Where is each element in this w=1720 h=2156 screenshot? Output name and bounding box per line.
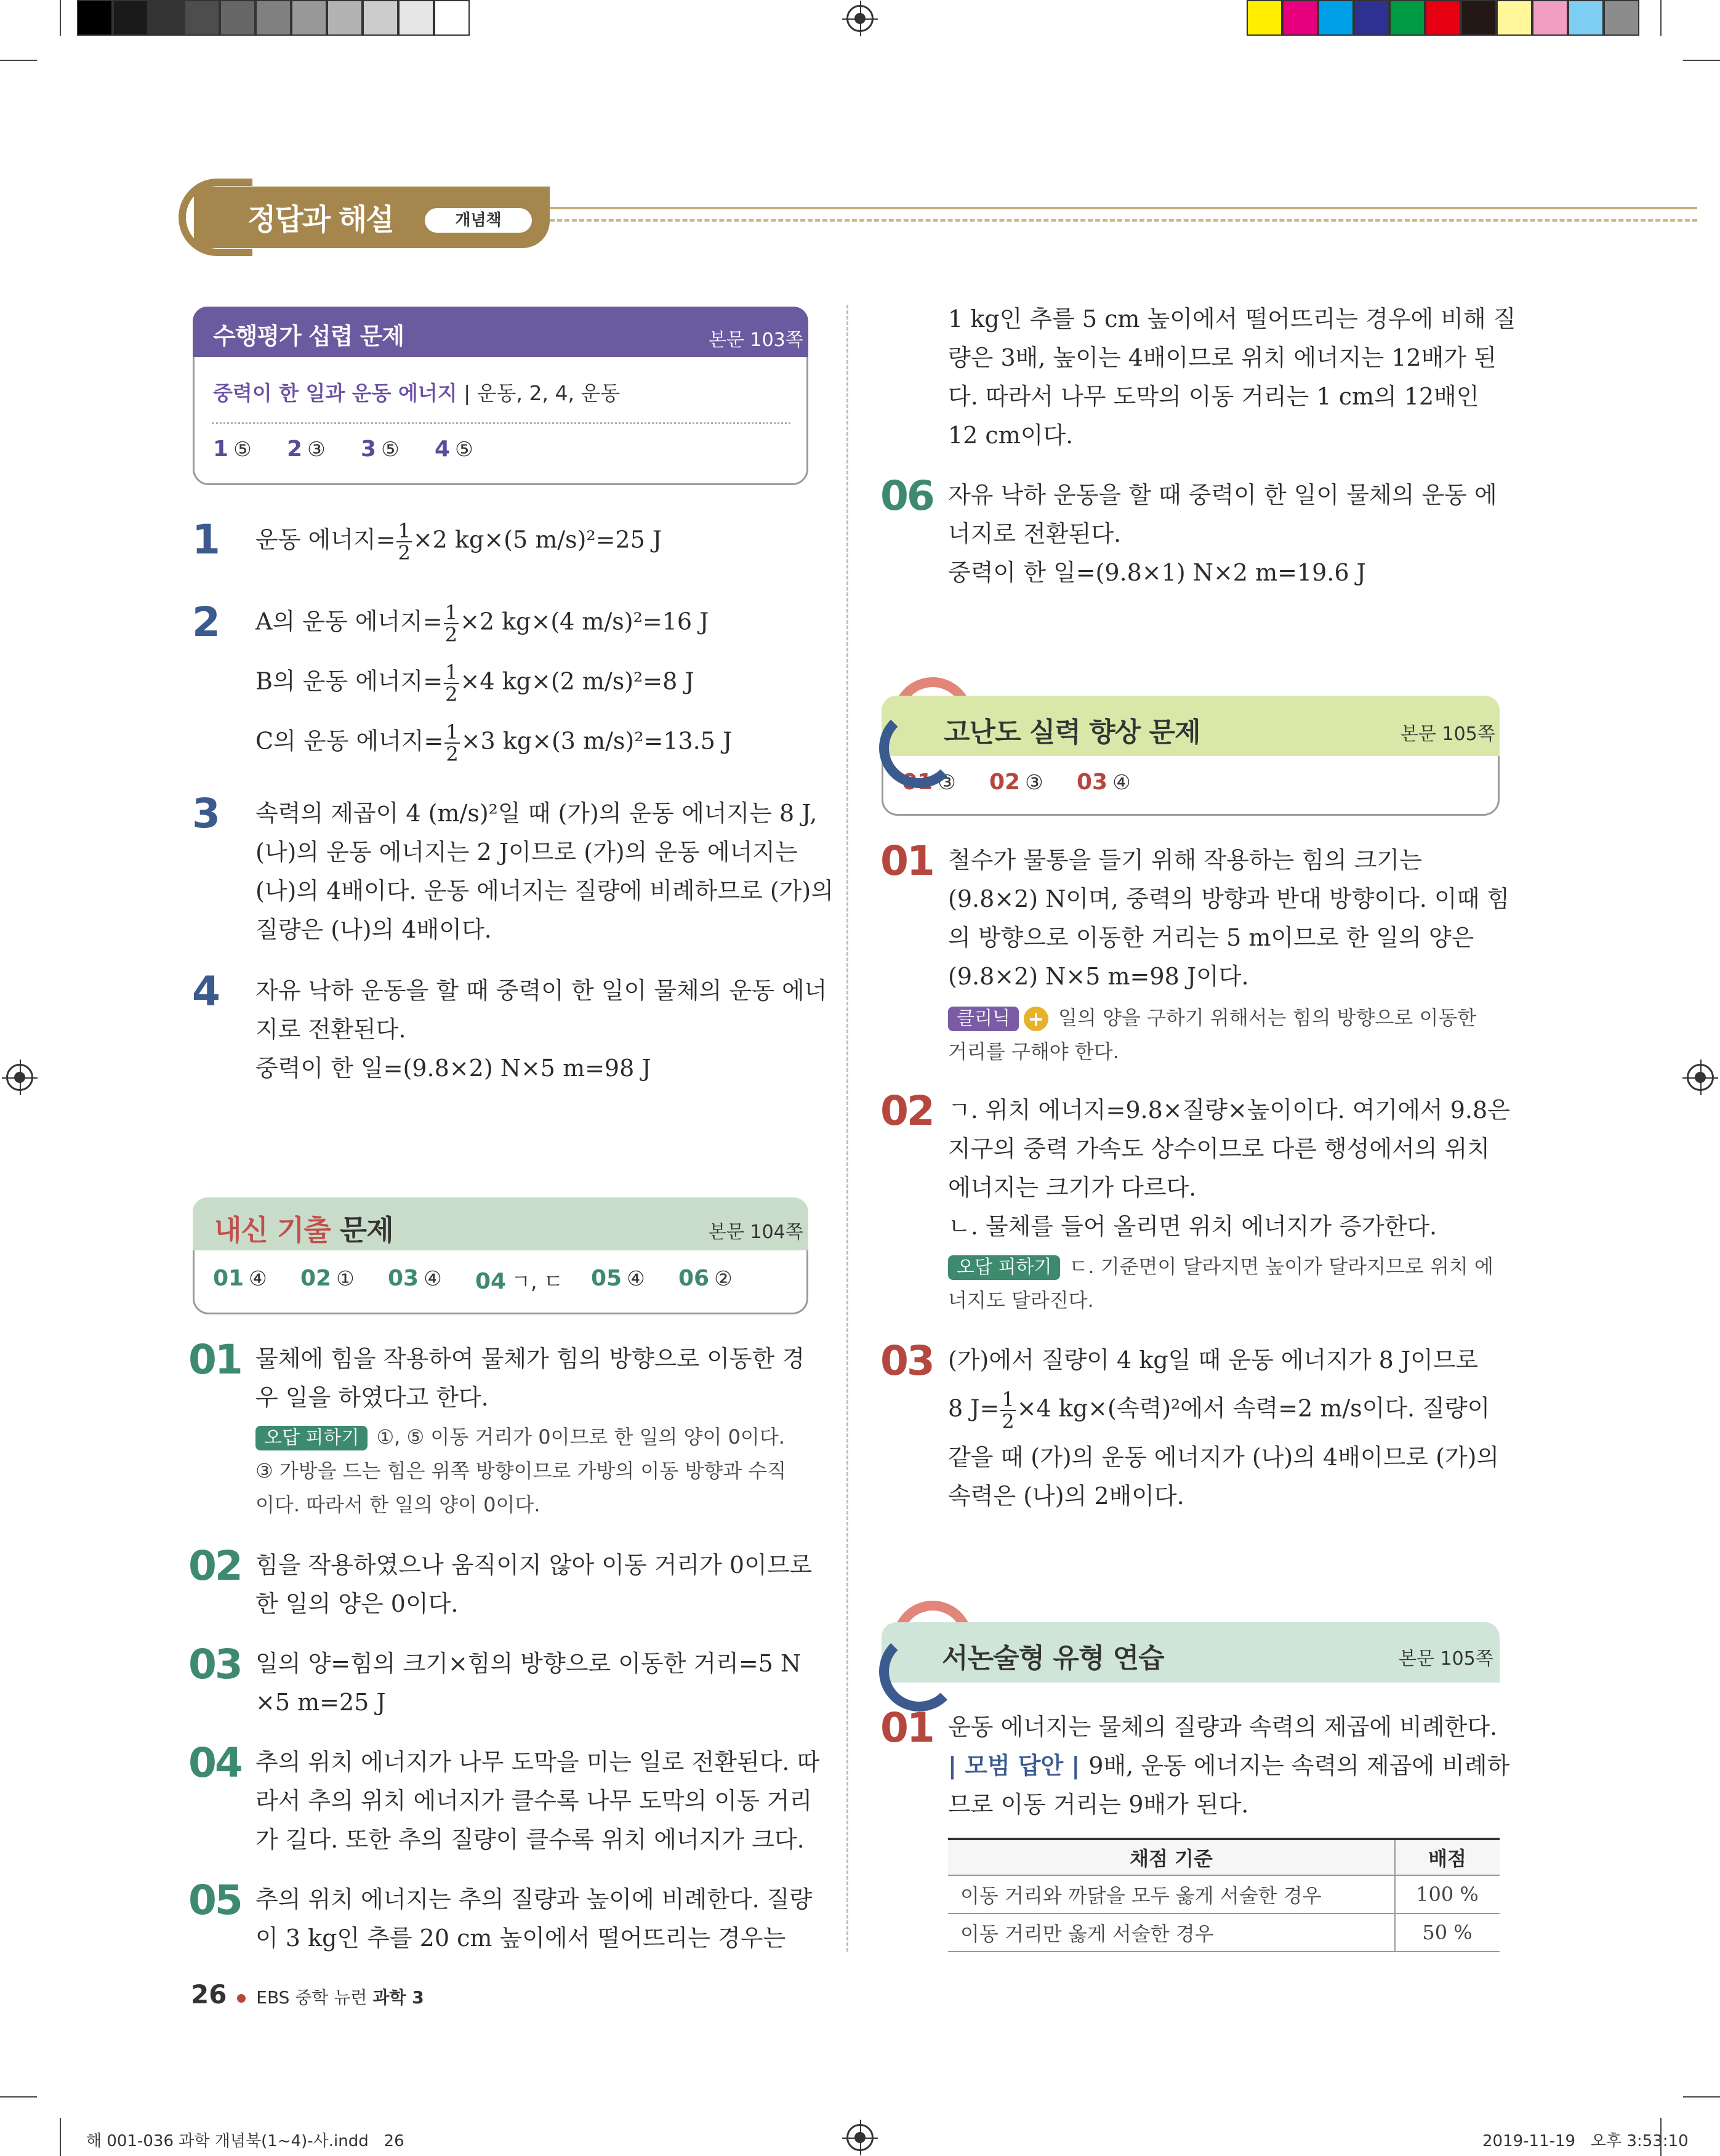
registration-mark-right bbox=[1687, 1064, 1714, 1091]
answer-item: 2 ③ bbox=[287, 436, 326, 462]
answer-text: 물체에 힘을 작용하여 물체가 힘의 방향으로 이동한 경 우 일을 하였다고 한다. bbox=[255, 1345, 805, 1411]
column-divider bbox=[846, 305, 848, 1952]
question-number: 2 bbox=[192, 598, 219, 646]
topic-answer: | 운동, 2, 4, 운동 bbox=[464, 381, 621, 405]
topic-label: 중력이 한 일과 운동 에너지 bbox=[213, 381, 457, 405]
header-title: 정답과 해설 bbox=[247, 203, 393, 237]
answer-text: 힘을 작용하였으나 움직이지 않아 이동 거리가 0이므로 한 일의 양은 0이다. bbox=[255, 1551, 813, 1617]
answer-text: B의 운동 에너지= $\frac{1}{2}$ ×4 kg×(2 m/s)²=8 J bbox=[255, 661, 694, 706]
section-title-b: 문제 bbox=[339, 1213, 393, 1247]
essay-practice-header bbox=[882, 1622, 1500, 1683]
page-reference: 본문 105쪽 bbox=[1399, 1648, 1493, 1670]
answer-text: 추의 위치 에너지가 나무 도막을 미는 일로 전환된다. 따 라서 추의 위치 에너지가 클수록 나무 도막의 이동 거리 가 길다. 또한 추의 질량이 클수록 위치 에너지가 크다. bbox=[255, 1748, 820, 1853]
model-answer-label: | 모범 답안 | bbox=[948, 1752, 1080, 1779]
answer-item: 03 ④ bbox=[1077, 770, 1131, 795]
crop-mark bbox=[1660, 0, 1662, 36]
page-number: 26 bbox=[191, 1979, 227, 2009]
answer-text: 속력의 제곱이 4 (m/s)²일 때 (가)의 운동 에너지는 8 J, (나)의 운동 에너지는 2 J이므로 (가)의 운동 에너지는 (나)의 4배이다. 운동 에너지는 질량에 비례하므로 (가)의 질량은 (나)의 4배이다. bbox=[255, 800, 834, 943]
answer-item: 03 ④ bbox=[388, 1266, 442, 1291]
answer-text: A의 운동 에너지= $\frac{1}{2}$ ×2 kg×(4 m/s)²=16 J bbox=[255, 601, 709, 646]
answer-text: (가)에서 질량이 4 kg일 때 운동 에너지가 8 J이므로 bbox=[948, 1346, 1479, 1374]
question-number: 03 bbox=[880, 1337, 933, 1385]
answer-text: 자유 낙하 운동을 할 때 중력이 한 일이 물체의 운동 에너 지로 전환된다. 중력이 한 일=(9.8×2) N×5 m=98 J bbox=[255, 977, 827, 1082]
table-header: 배점 bbox=[1395, 1839, 1500, 1875]
section-title: 고난도 실력 향상 문제 bbox=[944, 717, 1200, 748]
tag-label: 오답 피하기 bbox=[948, 1255, 1060, 1280]
performance-assessment-box bbox=[193, 307, 808, 485]
note-block: 오답 피하기 ㄷ. 기준면이 달라지면 높이가 달라지므로 위치 에 너지도 달라진다. bbox=[948, 1255, 1493, 1312]
page-footer bbox=[191, 1979, 424, 2009]
registration-mark-bottom bbox=[846, 2124, 874, 2151]
crop-mark bbox=[0, 2096, 37, 2098]
decorative-arc bbox=[879, 708, 959, 788]
plus-icon: + bbox=[1024, 1007, 1048, 1031]
answer-item: 02 ③ bbox=[989, 770, 1043, 795]
note-block: 클리닉 + 일의 양을 구하기 위해서는 힘의 방향으로 이동한 거리를 구해야 한다. bbox=[948, 1006, 1477, 1063]
file-slug: 해 001-036 과학 개념북(1~4)-사.indd 26 bbox=[86, 2132, 404, 2150]
answer-item: 04 ㄱ, ㄷ bbox=[475, 1269, 563, 1294]
tag-label: 오답 피하기 bbox=[255, 1426, 368, 1450]
answer-item: 4 ⑤ bbox=[435, 436, 473, 462]
tag-label: 클리닉 bbox=[948, 1007, 1019, 1031]
section-title-a: 내신 기출 bbox=[214, 1213, 331, 1247]
answer-text-continued: 1 kg인 추를 5 cm 높이에서 떨어뜨리는 경우에 비해 질 량은 3배, 높이는 4배이므로 위치 에너지는 12배가 된 다. 따라서 나무 도막의 이동 거리는 1 cm의 12배인 12 cm이다. bbox=[948, 305, 1516, 449]
table-header: 채점 기준 bbox=[948, 1839, 1395, 1875]
page-reference: 본문 103쪽 bbox=[709, 329, 803, 351]
registration-mark-left bbox=[6, 1064, 33, 1091]
subject-title: 과학 3 bbox=[372, 1987, 424, 2008]
header-badge: 개념책 bbox=[425, 208, 532, 233]
question-number: 01 bbox=[880, 837, 933, 885]
registration-mark-top bbox=[846, 5, 874, 32]
answer-item: 1 ⑤ bbox=[213, 436, 252, 462]
answer-text: 같을 때 (가)의 운동 에너지가 (나)의 4배이므로 (가)의 속력은 (나)의 2배이다. bbox=[948, 1444, 1500, 1510]
answer-item: 05 ④ bbox=[591, 1266, 645, 1291]
crop-mark bbox=[1683, 2096, 1720, 2098]
answer-item: 01 ④ bbox=[213, 1266, 267, 1291]
answer-text: ㄱ. 위치 에너지=9.8×질량×높이이다. 여기에서 9.8은 지구의 중력 가속도 상수이므로 다른 행성에서의 위치 에너지는 크기가 다르다. ㄴ. 물체를 들어 올리면 위치 에너지가 증가한다. bbox=[948, 1096, 1510, 1240]
answer-text: C의 운동 에너지= $\frac{1}{2}$ ×3 kg×(3 m/s)²=13.5 J bbox=[255, 720, 733, 766]
question-number: 01 bbox=[880, 1704, 933, 1752]
decorative-arc bbox=[879, 1631, 959, 1712]
question-number: 06 bbox=[880, 472, 933, 520]
answer-item: 3 ⑤ bbox=[361, 436, 400, 462]
question-number: 04 bbox=[188, 1739, 241, 1787]
question-number: 01 bbox=[188, 1336, 241, 1383]
question-number: 03 bbox=[188, 1641, 241, 1688]
answer-text: 8 J= $\frac{1}{2}$ ×4 kg×(속력)²에서 속력=2 m/s이다. 질량이 bbox=[948, 1388, 1490, 1433]
section-title: 수행평가 섭렵 문제 bbox=[213, 323, 404, 350]
page-reference: 본문 105쪽 bbox=[1401, 723, 1495, 745]
section-title: 서논술형 유형 연습 bbox=[942, 1643, 1164, 1674]
question-number: 02 bbox=[880, 1087, 933, 1135]
answer-item: 02 ① bbox=[300, 1266, 355, 1291]
crop-mark bbox=[60, 2118, 61, 2156]
answer-text: 철수가 물통을 들기 위해 작용하는 힘의 크기는 (9.8×2) N이며, 중력의 방향과 반대 방향이다. 이때 힘 의 방향으로 이동한 거리는 5 m이므로 한 일의 양은 (9.8×2) N×5 m=98 J이다. bbox=[948, 847, 1510, 990]
crop-mark bbox=[1683, 60, 1720, 61]
crop-mark bbox=[0, 60, 37, 61]
question-number: 1 bbox=[192, 516, 219, 563]
question-number: 02 bbox=[188, 1542, 241, 1590]
answer-text: 자유 낙하 운동을 할 때 중력이 한 일이 물체의 운동 에 너지로 전환된다. 중력이 한 일=(9.8×1) N×2 m=19.6 J bbox=[948, 481, 1497, 586]
advanced-problem-box bbox=[882, 696, 1500, 816]
print-timestamp: 2019-11-19 오후 3:53:10 bbox=[1482, 2132, 1689, 2150]
question-number: 05 bbox=[188, 1876, 241, 1924]
question-number: 3 bbox=[192, 790, 219, 837]
question-number: 4 bbox=[192, 968, 219, 1015]
note-block: 오답 피하기 ①, ⑤ 이동 거리가 0이므로 한 일의 양이 0이다. ③ 가방을 드는 힘은 위쪽 방향이므로 가방의 이동 방향과 수직 이다. 따라서 한 일의 양이 0이다. bbox=[255, 1425, 787, 1516]
answer-text: 추의 위치 에너지는 추의 질량과 높이에 비례한다. 질량 이 3 kg인 추를 20 cm 높이에서 떨어뜨리는 경우는 bbox=[255, 1886, 813, 1952]
grading-table bbox=[948, 1838, 1500, 1952]
school-exam-box bbox=[193, 1197, 808, 1314]
answer-text: 일의 양=힘의 크기×힘의 방향으로 이동한 거리=5 N ×5 m=25 J bbox=[255, 1650, 802, 1716]
page-reference: 본문 104쪽 bbox=[709, 1221, 803, 1243]
crop-mark bbox=[60, 0, 61, 36]
book-title: EBS 중학 뉴런 bbox=[256, 1987, 368, 2008]
bullet-icon bbox=[237, 1994, 246, 2003]
answer-item: 06 ② bbox=[678, 1266, 733, 1291]
table-row: 이동 거리와 까닭을 모두 옳게 서술한 경우 100 % bbox=[948, 1875, 1500, 1913]
answer-item: 01 ③ bbox=[902, 770, 956, 795]
answer-text: 운동 에너지= $\frac{1}{2}$ ×2 kg×(5 m/s)²=25 J bbox=[255, 519, 662, 565]
table-row: 이동 거리만 옳게 서술한 경우 50 % bbox=[948, 1913, 1500, 1952]
answer-text: 운동 에너지는 물체의 질량과 속력의 제곱에 비례한다. | 모범 답안 | 9배, 운동 에너지는 속력의 제곱에 비례하 므로 이동 거리는 9배가 된다. bbox=[948, 1713, 1510, 1818]
